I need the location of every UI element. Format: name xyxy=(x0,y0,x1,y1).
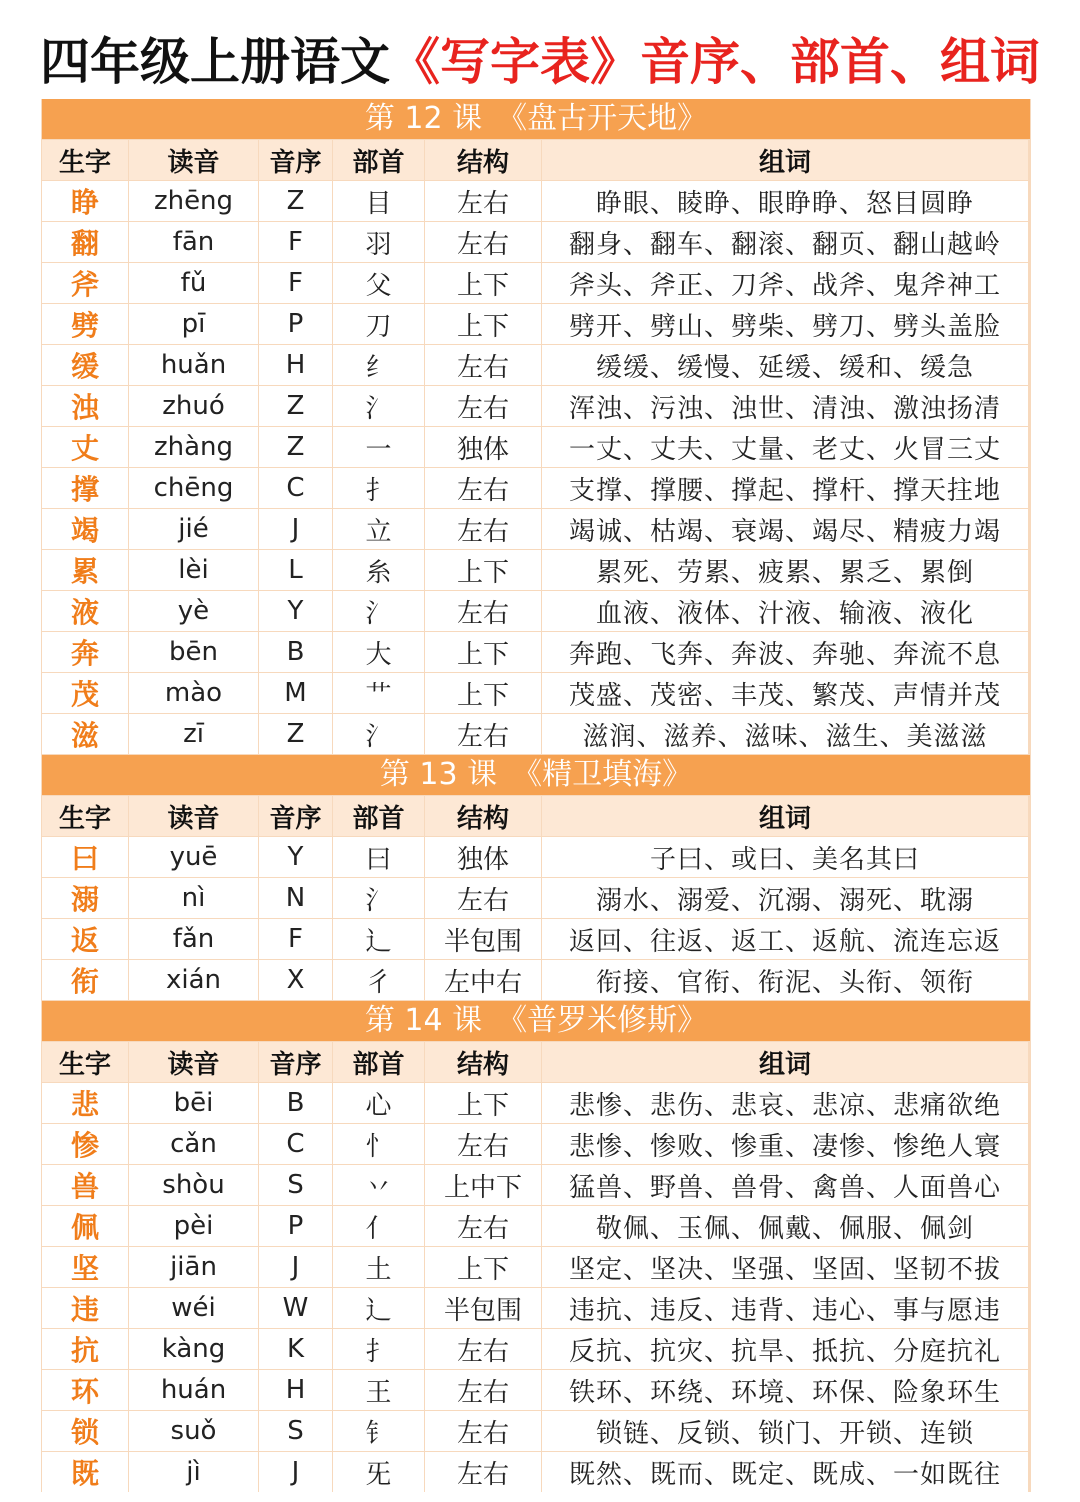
structure-cell: 左右 xyxy=(425,591,541,631)
structure-cell: 半包围 xyxy=(425,1288,541,1328)
order-cell: F xyxy=(259,263,332,303)
words-cell: 滋润、滋养、滋味、滋生、美滋滋 xyxy=(542,714,1028,754)
char-cell: 坚 xyxy=(42,1247,128,1287)
pinyin-cell: nì xyxy=(129,878,258,918)
structure-cell: 左右 xyxy=(425,1370,541,1410)
char-cell: 累 xyxy=(42,550,128,590)
radical-cell: 土 xyxy=(333,1247,424,1287)
char-cell: 茂 xyxy=(42,673,128,713)
words-cell: 铁环、环绕、环境、环保、险象环生 xyxy=(542,1370,1028,1410)
order-cell: S xyxy=(259,1165,332,1205)
pinyin-cell: yè xyxy=(129,591,258,631)
words-cell: 溺水、溺爱、沉溺、溺死、耽溺 xyxy=(542,878,1028,918)
table-row xyxy=(41,509,1031,549)
vocabulary-table xyxy=(41,99,1031,1492)
words-cell: 坚定、坚决、坚强、坚固、坚韧不拔 xyxy=(542,1247,1028,1287)
pinyin-cell: zhuó xyxy=(129,386,258,426)
structure-cell: 半包围 xyxy=(425,919,541,959)
structure-cell: 上下 xyxy=(425,632,541,672)
radical-cell: 亻 xyxy=(333,1206,424,1246)
radical-cell: 曰 xyxy=(333,837,424,877)
order-cell: C xyxy=(259,468,332,508)
header-structure: 结构 xyxy=(425,140,541,180)
table-row xyxy=(41,632,1031,672)
header-radical: 部首 xyxy=(333,140,424,180)
structure-cell: 左右 xyxy=(425,181,541,221)
lesson-title: 第 14 课 《普罗米修斯》 xyxy=(42,1001,1030,1041)
char-cell: 返 xyxy=(42,919,128,959)
radical-cell: 氵 xyxy=(333,878,424,918)
char-cell: 睁 xyxy=(42,181,128,221)
radical-cell: 忄 xyxy=(333,1124,424,1164)
char-cell: 违 xyxy=(42,1288,128,1328)
char-cell: 惨 xyxy=(42,1124,128,1164)
header-pinyin: 读音 xyxy=(129,796,258,836)
pinyin-cell: yuē xyxy=(129,837,258,877)
header-row xyxy=(41,1042,1031,1082)
words-cell: 奔跑、飞奔、奔波、奔驰、奔流不息 xyxy=(542,632,1028,672)
pinyin-cell: fān xyxy=(129,222,258,262)
header-structure: 结构 xyxy=(425,1042,541,1082)
table-row xyxy=(41,222,1031,262)
structure-cell: 左右 xyxy=(425,345,541,385)
char-cell: 丈 xyxy=(42,427,128,467)
pinyin-cell: fǎn xyxy=(129,919,258,959)
table-row xyxy=(41,1247,1031,1287)
words-cell: 一丈、丈夫、丈量、老丈、火冒三丈 xyxy=(542,427,1028,467)
words-cell: 反抗、抗灾、抗旱、抵抗、分庭抗礼 xyxy=(542,1329,1028,1369)
table-row xyxy=(41,1329,1031,1369)
header-row xyxy=(41,796,1031,836)
order-cell: F xyxy=(259,222,332,262)
words-cell: 返回、往返、返工、返航、流连忘返 xyxy=(542,919,1028,959)
radical-cell: 辶 xyxy=(333,1288,424,1328)
radical-cell: 立 xyxy=(333,509,424,549)
char-cell: 奔 xyxy=(42,632,128,672)
pinyin-cell: cǎn xyxy=(129,1124,258,1164)
order-cell: Z xyxy=(259,714,332,754)
header-radical: 部首 xyxy=(333,1042,424,1082)
header-row xyxy=(41,140,1031,180)
table-row xyxy=(41,181,1031,221)
pinyin-cell: suǒ xyxy=(129,1411,258,1451)
structure-cell: 左右 xyxy=(425,468,541,508)
table-row xyxy=(41,919,1031,959)
structure-cell: 左右 xyxy=(425,386,541,426)
char-cell: 撑 xyxy=(42,468,128,508)
order-cell: Z xyxy=(259,427,332,467)
header-pinyin: 读音 xyxy=(129,1042,258,1082)
radical-cell: 父 xyxy=(333,263,424,303)
pinyin-cell: wéi xyxy=(129,1288,258,1328)
radical-cell: 扌 xyxy=(333,468,424,508)
table-row xyxy=(41,468,1031,508)
radical-cell: 氵 xyxy=(333,386,424,426)
char-cell: 悲 xyxy=(42,1083,128,1123)
radical-cell: 王 xyxy=(333,1370,424,1410)
table-row xyxy=(41,386,1031,426)
header-radical: 部首 xyxy=(333,796,424,836)
char-cell: 斧 xyxy=(42,263,128,303)
order-cell: Z xyxy=(259,181,332,221)
pinyin-cell: fǔ xyxy=(129,263,258,303)
char-cell: 液 xyxy=(42,591,128,631)
table-row xyxy=(41,1452,1031,1492)
table-row xyxy=(41,878,1031,918)
radical-cell: 氵 xyxy=(333,591,424,631)
order-cell: N xyxy=(259,878,332,918)
pinyin-cell: mào xyxy=(129,673,258,713)
header-char: 生字 xyxy=(42,1042,128,1082)
structure-cell: 上下 xyxy=(425,304,541,344)
structure-cell: 上中下 xyxy=(425,1165,541,1205)
radical-cell: 扌 xyxy=(333,1329,424,1369)
pinyin-cell: chēng xyxy=(129,468,258,508)
page-title xyxy=(0,22,1080,102)
title-topic: 《写字表》音序、部首、组词 xyxy=(390,33,1040,91)
radical-cell: 钅 xyxy=(333,1411,424,1451)
order-cell: J xyxy=(259,1452,332,1492)
order-cell: Y xyxy=(259,591,332,631)
table-row xyxy=(41,1165,1031,1205)
structure-cell: 独体 xyxy=(425,427,541,467)
order-cell: P xyxy=(259,304,332,344)
table-row xyxy=(41,304,1031,344)
order-cell: H xyxy=(259,345,332,385)
table-row xyxy=(41,1206,1031,1246)
structure-cell: 左右 xyxy=(425,1411,541,1451)
words-cell: 敬佩、玉佩、佩戴、佩服、佩剑 xyxy=(542,1206,1028,1246)
structure-cell: 左右 xyxy=(425,1206,541,1246)
pinyin-cell: bēi xyxy=(129,1083,258,1123)
pinyin-cell: xián xyxy=(129,960,258,1000)
radical-cell: 羽 xyxy=(333,222,424,262)
pinyin-cell: shòu xyxy=(129,1165,258,1205)
radical-cell: 纟 xyxy=(333,345,424,385)
pinyin-cell: bēn xyxy=(129,632,258,672)
structure-cell: 左中右 xyxy=(425,960,541,1000)
structure-cell: 上下 xyxy=(425,1083,541,1123)
order-cell: M xyxy=(259,673,332,713)
order-cell: P xyxy=(259,1206,332,1246)
pinyin-cell: kàng xyxy=(129,1329,258,1369)
char-cell: 佩 xyxy=(42,1206,128,1246)
header-char: 生字 xyxy=(42,796,128,836)
words-cell: 衔接、官衔、衔泥、头衔、领衔 xyxy=(542,960,1028,1000)
order-cell: K xyxy=(259,1329,332,1369)
table-row xyxy=(41,1124,1031,1164)
radical-cell: 艹 xyxy=(333,673,424,713)
words-cell: 劈开、劈山、劈柴、劈刀、劈头盖脸 xyxy=(542,304,1028,344)
radical-cell: 旡 xyxy=(333,1452,424,1492)
radical-cell: 一 xyxy=(333,427,424,467)
words-cell: 悲惨、惨败、惨重、凄惨、惨绝人寰 xyxy=(542,1124,1028,1164)
structure-cell: 独体 xyxy=(425,837,541,877)
title-grade: 四年级上册语文 xyxy=(40,33,390,91)
words-cell: 血液、液体、汁液、输液、液化 xyxy=(542,591,1028,631)
structure-cell: 左右 xyxy=(425,1329,541,1369)
radical-cell: 目 xyxy=(333,181,424,221)
char-cell: 溺 xyxy=(42,878,128,918)
header-order: 音序 xyxy=(259,1042,332,1082)
order-cell: J xyxy=(259,1247,332,1287)
words-cell: 斧头、斧正、刀斧、战斧、鬼斧神工 xyxy=(542,263,1028,303)
order-cell: Z xyxy=(259,386,332,426)
pinyin-cell: lèi xyxy=(129,550,258,590)
char-cell: 曰 xyxy=(42,837,128,877)
char-cell: 衔 xyxy=(42,960,128,1000)
words-cell: 锁链、反锁、锁门、开锁、连锁 xyxy=(542,1411,1028,1451)
structure-cell: 上下 xyxy=(425,1247,541,1287)
words-cell: 翻身、翻车、翻滚、翻页、翻山越岭 xyxy=(542,222,1028,262)
radical-cell: 辶 xyxy=(333,919,424,959)
order-cell: F xyxy=(259,919,332,959)
order-cell: X xyxy=(259,960,332,1000)
structure-cell: 上下 xyxy=(425,263,541,303)
order-cell: S xyxy=(259,1411,332,1451)
char-cell: 缓 xyxy=(42,345,128,385)
header-order: 音序 xyxy=(259,796,332,836)
header-words: 组词 xyxy=(542,796,1028,836)
structure-cell: 左右 xyxy=(425,714,541,754)
words-cell: 违抗、违反、违背、违心、事与愿违 xyxy=(542,1288,1028,1328)
structure-cell: 左右 xyxy=(425,878,541,918)
table-row xyxy=(41,1370,1031,1410)
table-row xyxy=(41,427,1031,467)
table-row xyxy=(41,1083,1031,1123)
structure-cell: 上下 xyxy=(425,673,541,713)
pinyin-cell: huǎn xyxy=(129,345,258,385)
words-cell: 子曰、或曰、美名其曰 xyxy=(542,837,1028,877)
radical-cell: 氵 xyxy=(333,714,424,754)
order-cell: C xyxy=(259,1124,332,1164)
radical-cell: 彳 xyxy=(333,960,424,1000)
pinyin-cell: zī xyxy=(129,714,258,754)
lesson-title: 第 12 课 《盘古开天地》 xyxy=(42,99,1030,139)
header-pinyin: 读音 xyxy=(129,140,258,180)
words-cell: 悲惨、悲伤、悲哀、悲凉、悲痛欲绝 xyxy=(542,1083,1028,1123)
pinyin-cell: zhàng xyxy=(129,427,258,467)
radical-cell: 丷 xyxy=(333,1165,424,1205)
char-cell: 劈 xyxy=(42,304,128,344)
words-cell: 缓缓、缓慢、延缓、缓和、缓急 xyxy=(542,345,1028,385)
table-row xyxy=(41,673,1031,713)
char-cell: 锁 xyxy=(42,1411,128,1451)
words-cell: 支撑、撑腰、撑起、撑杆、撑天拄地 xyxy=(542,468,1028,508)
pinyin-cell: huán xyxy=(129,1370,258,1410)
char-cell: 滋 xyxy=(42,714,128,754)
radical-cell: 心 xyxy=(333,1083,424,1123)
header-char: 生字 xyxy=(42,140,128,180)
pinyin-cell: pèi xyxy=(129,1206,258,1246)
radical-cell: 糸 xyxy=(333,550,424,590)
order-cell: B xyxy=(259,632,332,672)
order-cell: J xyxy=(259,509,332,549)
order-cell: W xyxy=(259,1288,332,1328)
pinyin-cell: jì xyxy=(129,1452,258,1492)
pinyin-cell: jiān xyxy=(129,1247,258,1287)
char-cell: 抗 xyxy=(42,1329,128,1369)
radical-cell: 刀 xyxy=(333,304,424,344)
order-cell: L xyxy=(259,550,332,590)
words-cell: 猛兽、野兽、兽骨、禽兽、人面兽心 xyxy=(542,1165,1028,1205)
table-row xyxy=(41,1288,1031,1328)
lesson-title: 第 13 课 《精卫填海》 xyxy=(42,755,1030,795)
structure-cell: 左右 xyxy=(425,509,541,549)
structure-cell: 左右 xyxy=(425,222,541,262)
header-words: 组词 xyxy=(542,140,1028,180)
char-cell: 浊 xyxy=(42,386,128,426)
words-cell: 浑浊、污浊、浊世、清浊、激浊扬清 xyxy=(542,386,1028,426)
structure-cell: 上下 xyxy=(425,550,541,590)
header-words: 组词 xyxy=(542,1042,1028,1082)
header-order: 音序 xyxy=(259,140,332,180)
table-row xyxy=(41,345,1031,385)
table-row xyxy=(41,591,1031,631)
words-cell: 累死、劳累、疲累、累乏、累倒 xyxy=(542,550,1028,590)
table-row xyxy=(41,263,1031,303)
table-row xyxy=(41,550,1031,590)
order-cell: Y xyxy=(259,837,332,877)
table-row xyxy=(41,1411,1031,1451)
words-cell: 茂盛、茂密、丰茂、繁茂、声情并茂 xyxy=(542,673,1028,713)
words-cell: 睁眼、睖睁、眼睁睁、怒目圆睁 xyxy=(542,181,1028,221)
char-cell: 既 xyxy=(42,1452,128,1492)
table-row xyxy=(41,960,1031,1000)
pinyin-cell: pī xyxy=(129,304,258,344)
char-cell: 翻 xyxy=(42,222,128,262)
words-cell: 既然、既而、既定、既成、一如既往 xyxy=(542,1452,1028,1492)
table-row xyxy=(41,714,1031,754)
header-structure: 结构 xyxy=(425,796,541,836)
structure-cell: 左右 xyxy=(425,1124,541,1164)
pinyin-cell: jié xyxy=(129,509,258,549)
char-cell: 兽 xyxy=(42,1165,128,1205)
char-cell: 竭 xyxy=(42,509,128,549)
words-cell: 竭诚、枯竭、衰竭、竭尽、精疲力竭 xyxy=(542,509,1028,549)
order-cell: B xyxy=(259,1083,332,1123)
table-row xyxy=(41,837,1031,877)
radical-cell: 大 xyxy=(333,632,424,672)
pinyin-cell: zhēng xyxy=(129,181,258,221)
order-cell: H xyxy=(259,1370,332,1410)
char-cell: 环 xyxy=(42,1370,128,1410)
structure-cell: 左右 xyxy=(425,1452,541,1492)
